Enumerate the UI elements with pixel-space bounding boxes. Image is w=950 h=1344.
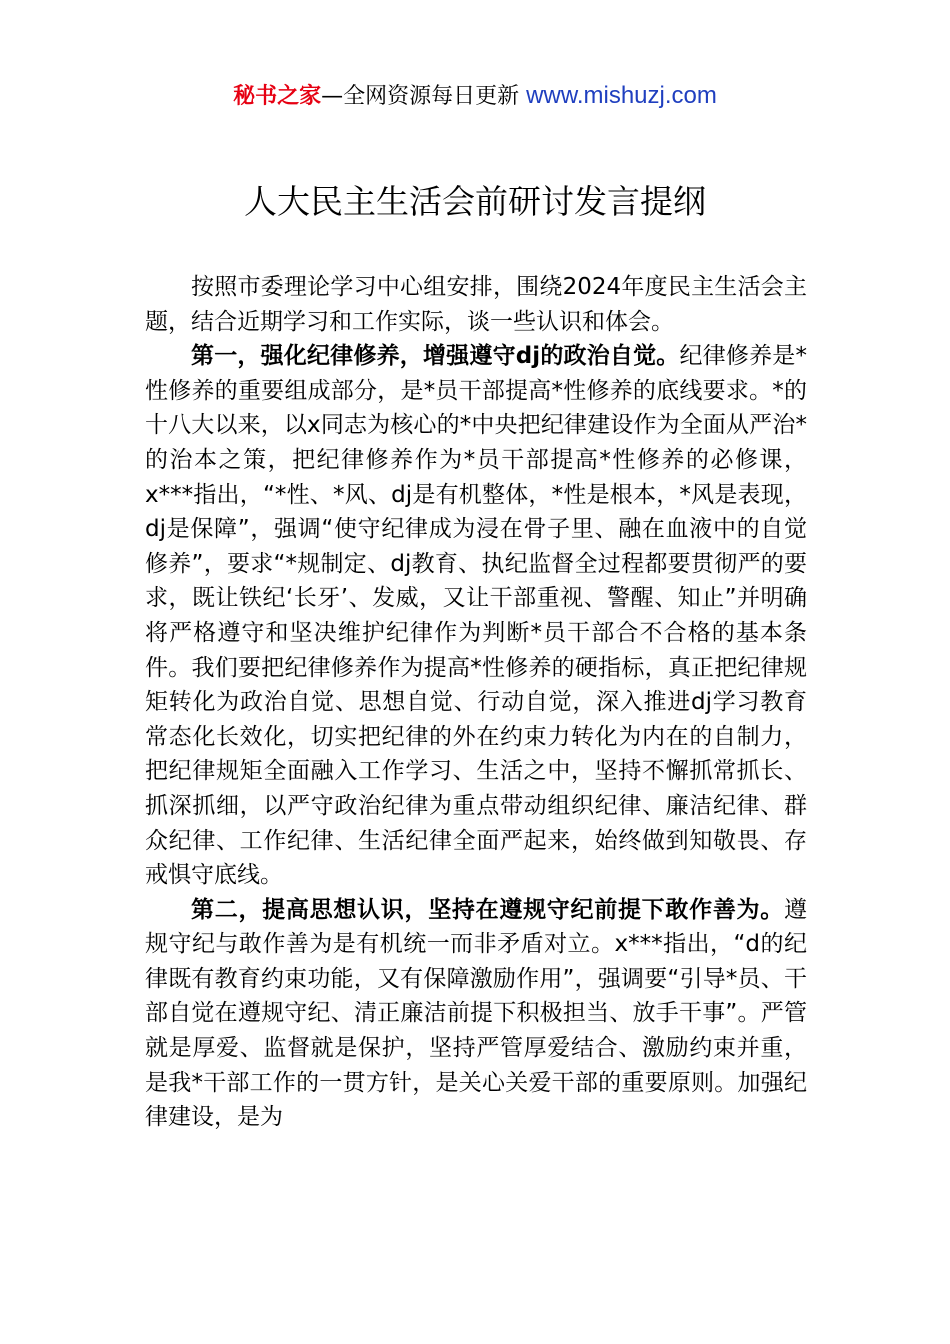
document-body — [145, 270, 807, 1135]
site-brand: 秘书之家 — [233, 84, 322, 109]
paragraph-lead: 第一，强化纪律修养，增强遵守dj的政治自觉。 — [191, 343, 680, 370]
site-header — [0, 80, 950, 113]
site-url-link[interactable]: www.mishuzj.com — [526, 82, 717, 109]
site-tagline: —全网资源每日更新 — [321, 84, 527, 109]
paragraph-text: 按照市委理论学习中心组安排，围绕2024年度民主生活会主题，结合近期学习和工作实际，谈一些认识和体会。 — [145, 274, 807, 335]
paragraph-intro — [145, 270, 807, 339]
paragraph-lead: 第二，提高思想认识，坚持在遵规守纪前提下敢作善为。 — [191, 896, 784, 923]
paragraph-second-point — [145, 893, 807, 1135]
document-title: 人大民主生活会前研讨发言提纲 — [244, 182, 706, 221]
paragraph-first-point — [145, 339, 807, 893]
paragraph-text: 遵规守纪与敢作善为是有机统一而非矛盾对立。x***指出，“d的纪律既有教育约束功能，又有保障激励作用”，强调要“引导*员、干部自觉在遵规守纪、清正廉洁前提下积极担当、放手干事”。严管就是厚爱、监督就是保护，坚持严管厚爱结合、激励约束并重，是我*干部工作的一贯方针，是关心关爱干部的重要原则。加强纪律建设，是为 — [145, 896, 807, 1131]
paragraph-text: 纪律修养是*性修养的重要组成部分，是*员干部提高*性修养的底线要求。*的十八大以来，以x同志为核心的*中央把纪律建设作为全面从严治*的治本之策，把纪律修养作为*员干部提高*性修养的必修课，x***指出，“*性、*风、dj是有机整体，*性是根本，*风是表现，dj是保障”，强调“使守纪律成为浸在骨子里、融在血液中的自觉修养”，要求“*规制定、dj教育、执纪监督全过程都要贯彻严的要求，既让铁纪‘长牙’、发威，又让干部重视、警醒、知止”并明确将严格遵守和坚决维护纪律作为判断*员干部合不合格的基本条件。我们要把纪律修养作为提高*性修养的硬指标，真正把纪律规矩转化为政治自觉、思想自觉、行动自觉，深入推进dj学习教育常态化长效化，切实把纪律的外在约束力转化为内在的自制力，把纪律规矩全面融入工作学习、生活之中，坚持不懈抓常抓长、抓深抓细，以严守政治纪律为重点带动组织纪律、廉洁纪律、群众纪律、工作纪律、生活纪律全面严起来，始终做到知敬畏、存戒惧守底线。 — [145, 343, 807, 889]
